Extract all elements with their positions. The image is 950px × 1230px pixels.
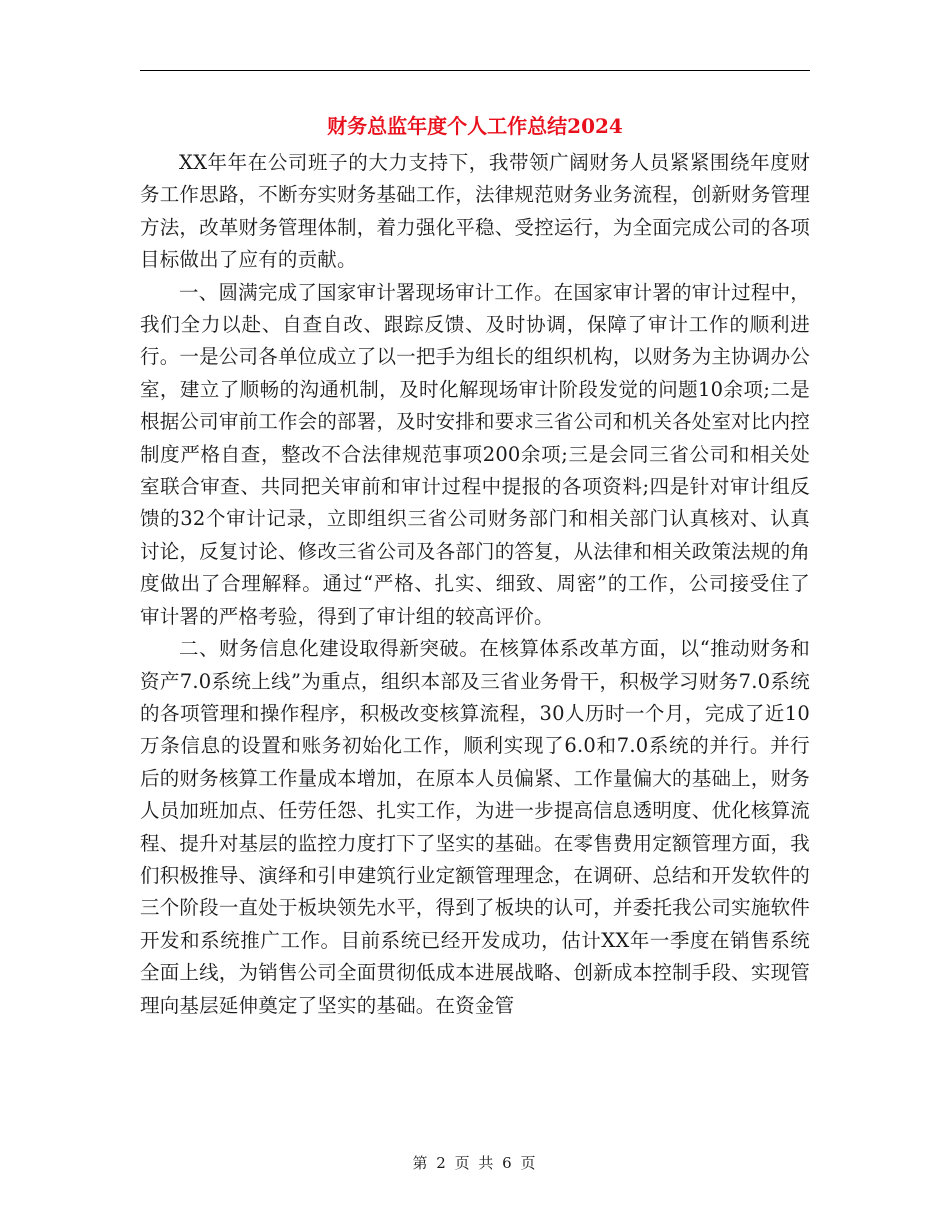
document-title: 财务总监年度个人工作总结2024	[327, 114, 623, 138]
document-body	[140, 147, 810, 1022]
paragraph-audit-work: 一、圆满完成了国家审计署现场审计工作。在国家审计署的审计过程中，我们全力以赴、自查自改、跟踪反馈、及时协调，保障了审计工作的顺利进行。一是公司各单位成立了以一把手为组长的组织机构，以财务为主协调办公室，建立了顺畅的沟通机制，及时化解现场审计阶段发觉的问题10余项;二是根据公司审前工作会的部署，及时安排和要求三省公司和机关各处室对比内控制度严格自查，整改不合法律规范事项200余项;三是会同三省公司和相关处室联合审查、共同把关审前和审计过程中提报的各项资料;四是针对审计组反馈的32个审计记录，立即组织三省公司财务部门和相关部门认真核对、认真讨论，反复讨论、修改三省公司及各部门的答复，从法律和相关政策法规的角度做出了合理解释。通过“严格、扎实、细致、周密”的工作，公司接受住了审计署的严格考验，得到了审计组的较高评价。	[140, 280, 810, 628]
page-number: 第 2 页 共 6 页	[412, 1154, 538, 1172]
header-rule	[140, 70, 810, 71]
paragraph-informatization: 二、财务信息化建设取得新突破。在核算体系改革方面，以“推动财务和资产7.0系统上线”为重点，组织本部及三省业务骨干，积极学习财务7.0系统的各项管理和操作程序，积极改变核算流程，30人历时一个月，完成了近10万条信息的设置和账务初始化工作，顺利实现了6.0和7.0系统的并行。并行后的财务核算工作量成本增加，在原本人员偏紧、工作量偏大的基础上，财务人员加班加点、任劳任怨、扎实工作，为进一步提高信息透明度、优化核算流程、提升对基层的监控力度打下了坚实的基础。在零售费用定额管理方面，我们积极推导、演绎和引申建筑行业定额管理理念，在调研、总结和开发软件的三个阶段一直处于板块领先水平，得到了板块的认可，并委托我公司实施软件开发和系统推广工作。目前系统已经开发成功，估计XX年一季度在销售系统全面上线，为销售公司全面贯彻低成本进展战略、创新成本控制手段、实现管理向基层延伸奠定了坚实的基础。在资金管	[140, 637, 810, 1017]
paragraph-intro: XX年年在公司班子的大力支持下，我带领广阔财务人员紧紧围绕年度财务工作思路，不断夯实财务基础工作，法律规范财务业务流程，创新财务管理方法，改革财务管理体制，着力强化平稳、受控运行，为全面完成公司的各项目标做出了应有的贡献。	[140, 151, 810, 272]
